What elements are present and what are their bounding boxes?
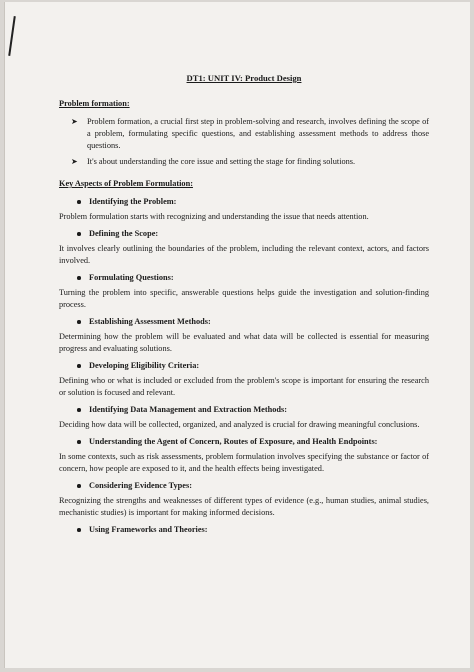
arrow-bullet-icon: ➤: [71, 157, 78, 166]
aspect-heading: [59, 228, 429, 240]
aspect-item: [59, 272, 429, 311]
bullet-dot-icon: [77, 408, 81, 412]
bullet-dot-icon: [77, 276, 81, 280]
aspect-heading-text: Formulating Questions:: [89, 273, 174, 282]
aspect-heading: [59, 316, 429, 328]
aspect-heading: [59, 524, 429, 536]
aspect-item: [59, 228, 429, 267]
key-aspects-heading: Key Aspects of Problem Formulation:: [59, 179, 193, 188]
bullet-dot-icon: [77, 232, 81, 236]
aspect-heading: [59, 196, 429, 208]
problem-formation-heading: Problem formation:: [59, 99, 130, 108]
arrow-item-text: It's about understanding the core issue and setting the stage for finding solutions.: [87, 157, 356, 166]
aspect-heading-text: Establishing Assessment Methods:: [89, 317, 211, 326]
aspect-body: Deciding how data will be collected, organized, and analyzed is crucial for drawing meaningful conclusions.: [59, 420, 420, 429]
page-content: [59, 72, 429, 541]
arrow-list-item: [59, 156, 429, 168]
aspect-heading-text: Considering Evidence Types:: [89, 481, 192, 490]
bullet-dot-icon: [77, 364, 81, 368]
aspect-item: [59, 196, 429, 223]
margin-pen-mark: [8, 16, 16, 56]
aspect-heading-text: Using Frameworks and Theories:: [89, 525, 208, 534]
aspect-heading-text: Identifying the Problem:: [89, 197, 177, 206]
scanned-page: [4, 2, 470, 668]
aspect-body: Defining who or what is included or excluded from the problem's scope is important for ensuring the research or solution is focused and relevant.: [59, 376, 429, 397]
aspect-heading: [59, 436, 429, 448]
aspect-heading-text: Defining the Scope:: [89, 229, 159, 238]
aspect-item: [59, 316, 429, 355]
aspect-item: [59, 524, 429, 536]
aspect-heading: [59, 404, 429, 416]
aspect-body: It involves clearly outlining the boundaries of the problem, including the relevant context, actors, and factors involved.: [59, 244, 429, 265]
document-title: DT1: UNIT IV: Product Design: [186, 73, 302, 83]
problem-formation-list: [59, 116, 429, 168]
aspect-item: [59, 436, 429, 475]
bullet-dot-icon: [77, 528, 81, 532]
aspect-body: Recognizing the strengths and weaknesses of different types of evidence (e.g., human studies, animal studies, mechanistic studies) is important for making informed decisions.: [59, 496, 429, 517]
aspect-item: [59, 404, 429, 431]
bullet-dot-icon: [77, 200, 81, 204]
aspect-heading-text: Understanding the Agent of Concern, Routes of Exposure, and Health Endpoints:: [89, 437, 378, 446]
aspect-item: [59, 360, 429, 399]
aspect-heading: [59, 480, 429, 492]
arrow-bullet-icon: ➤: [71, 117, 78, 126]
aspect-heading: [59, 360, 429, 372]
aspect-body: Problem formulation starts with recognizing and understanding the issue that needs attention.: [59, 212, 369, 221]
bullet-dot-icon: [77, 484, 81, 488]
aspect-heading-text: Developing Eligibility Criteria:: [89, 361, 200, 370]
aspect-body: Turning the problem into specific, answerable questions helps guide the investigation and solution-finding process.: [59, 288, 429, 309]
aspect-item: [59, 480, 429, 519]
aspect-heading-text: Identifying Data Management and Extraction Methods:: [89, 405, 287, 414]
arrow-list-item: [59, 116, 429, 152]
aspect-body: In some contexts, such as risk assessments, problem formulation involves specifying the substance or factor of concern, how people are exposed to it, and the health effects being investigated.: [59, 452, 429, 473]
bullet-dot-icon: [77, 320, 81, 324]
bullet-dot-icon: [77, 440, 81, 444]
aspect-heading: [59, 272, 429, 284]
arrow-item-text: Problem formation, a crucial first step in problem-solving and research, involves defining the scope of a problem, formulating specific questions, and establishing assessment methods to address those questions.: [87, 117, 429, 150]
aspect-body: Determining how the problem will be evaluated and what data will be collected is essential for measuring progress and evaluating solutions.: [59, 332, 429, 353]
